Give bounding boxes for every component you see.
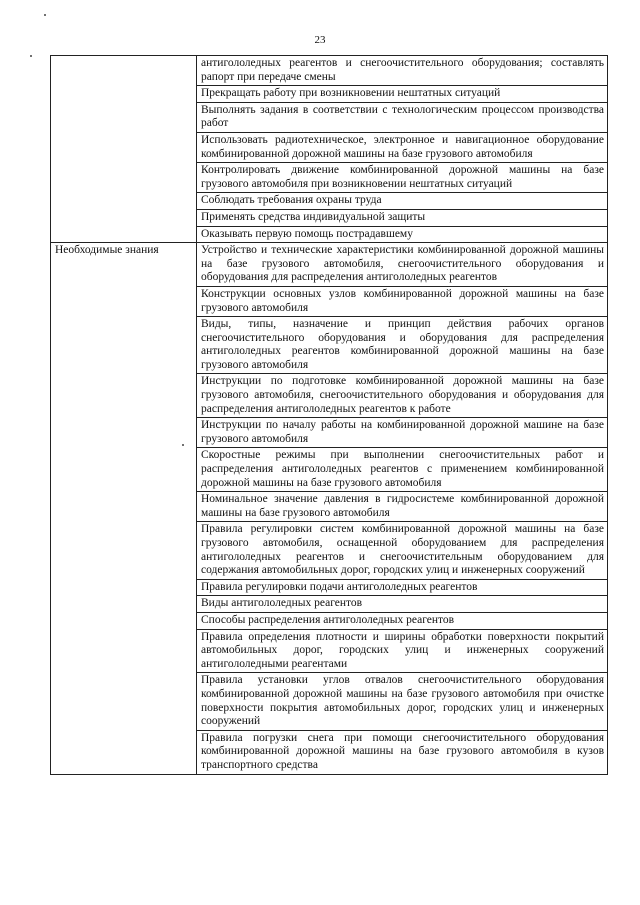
requirement-cell: [197, 418, 608, 448]
requirement-text: Правила определения плотности и ширины обработки поверхности покрытий автомобильных дорог, городских улиц и инженерных сооружений антигололедными реагентами: [201, 630, 604, 670]
requirement-text: Скоростные режимы при выполнении снегоочистительных работ и распределения антигололедных реагентов с применением комбинированной дорожной машины на базе грузового автомобиля: [201, 449, 604, 489]
requirement-text: Соблюдать требования охраны труда: [201, 194, 382, 207]
requirement-cell: [197, 492, 608, 522]
requirement-cell: [197, 448, 608, 492]
requirement-cell: [197, 612, 608, 629]
requirement-cell: [197, 193, 608, 210]
requirement-text: Способы распределения антигололедных реагентов: [201, 613, 455, 626]
requirement-text: Конструкции основных узлов комбинированной дорожной машины на базе грузового автомобиля: [201, 287, 604, 314]
requirement-cell: [197, 579, 608, 596]
requirement-cell: [197, 730, 608, 774]
requirement-text: Виды антигололедных реагентов: [201, 597, 363, 610]
requirement-text: Выполнять задания в соответствии с технологическим процессом производства работ: [201, 103, 604, 130]
requirement-cell: [197, 226, 608, 243]
requirement-text: Использовать радиотехническое, электронное и навигационное оборудование комбинированной дорожной машины на базе грузового автомобиля: [201, 133, 604, 160]
requirement-cell: [197, 102, 608, 132]
requirement-text: Правила установки углов отвалов снегоочистительного оборудования комбинированной дорожной машины на базе грузового автомобиля при очистке поверхности покрытия автомобильных дорог, городских улиц и инженерных сооружений: [201, 674, 604, 728]
section-label-cell: [51, 243, 197, 774]
requirement-text: Правила регулировки подачи антигололедных реагентов: [201, 580, 478, 593]
requirement-text: Номинальное значение давления в гидросистеме комбинированной дорожной машины на базе грузового автомобиля: [201, 493, 604, 519]
page-number: 23: [314, 34, 326, 46]
requirement-text: антигололедных реагентов и снегоочистительного оборудования; составлять рапорт при передаче смены: [201, 57, 604, 83]
requirement-text: Правила регулировки систем комбинированной дорожной машины на базе грузового автомобиля, оснащенной оборудованием для распределения антигололедных реагентов и снегоочистительным оборудованием для содержания автомобильных дорог, городских улиц и инженерных сооружений: [201, 523, 604, 577]
section-label-cell: [51, 56, 197, 243]
requirement-cell: [197, 132, 608, 162]
table-row: [51, 56, 608, 86]
requirement-cell: [197, 374, 608, 418]
requirement-text: Прекращать работу при возникновении нештатных ситуаций: [201, 87, 501, 100]
requirement-text: Применять средства индивидуальной защиты: [201, 210, 426, 223]
requirement-cell: [197, 629, 608, 673]
requirement-text: Инструкции по подготовке комбинированной дорожной машины на базе грузового автомобиля, снегоочистительного оборудования и оборудования для распределения антигололедных реагентов к работе: [201, 375, 604, 415]
requirement-text: Виды, типы, назначение и принцип действия рабочих органов снегоочистительного оборудования и оборудования для распределения антигололедных реагентов комбинированной дорожной машины на базе грузового автомобиля: [201, 318, 604, 371]
competency-table: [50, 55, 608, 775]
requirement-cell: [197, 317, 608, 374]
requirement-text: Устройство и технические характеристики комбинированной дорожной машины на базе грузового автомобиля, снегоочистительного оборудования и оборудования для распределения антигололедных реагентов: [201, 244, 604, 284]
requirement-cell: [197, 56, 608, 86]
scan-speck: [44, 14, 46, 16]
requirement-text: Инструкции по началу работы на комбинированной дорожной машине на базе грузового автомобиля: [201, 419, 604, 445]
requirement-cell: [197, 596, 608, 613]
section-label: Необходимые знания: [55, 244, 159, 257]
requirement-text: Контролировать движение комбинированной дорожной машины на базе грузового автомобиля при возникновении нештатных ситуаций: [201, 164, 604, 190]
requirement-cell: [197, 673, 608, 730]
requirement-text: Оказывать первую помощь пострадавшему: [201, 227, 413, 240]
requirement-cell: [197, 243, 608, 287]
scan-speck: [30, 55, 32, 57]
requirement-cell: [197, 163, 608, 193]
requirement-cell: [197, 209, 608, 226]
requirement-cell: [197, 86, 608, 103]
requirement-cell: [197, 522, 608, 579]
table-row: [51, 243, 608, 287]
requirement-cell: [197, 286, 608, 316]
requirement-text: Правила погрузки снега при помощи снегоочистительного оборудования комбинированной дорожной машины на базе грузового автомобиля в кузов транспортного средства: [201, 731, 604, 771]
